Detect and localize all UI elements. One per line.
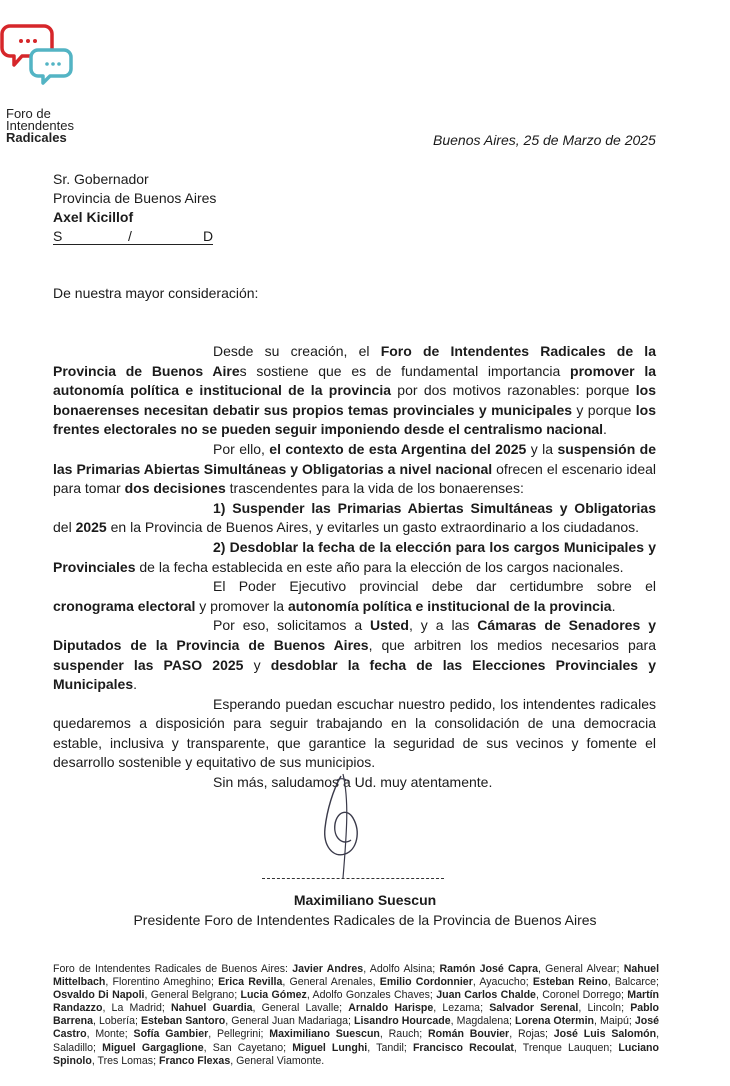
footer-run: Nahuel Guardia xyxy=(171,1002,253,1015)
paragraph-6-run: suspender las PASO 2025 xyxy=(53,656,244,673)
footer-run: Osvaldo Di Napoli xyxy=(53,989,145,1002)
footer-run: Franco Flexas xyxy=(158,1054,231,1067)
paragraph-4 xyxy=(53,538,656,577)
footer-run: Francisco Recoulat xyxy=(412,1041,514,1054)
recipient-name: Axel Kicillof xyxy=(53,209,134,225)
footer-run: Miguel Gargaglione xyxy=(102,1041,204,1054)
paragraph-6-run: , que arbitren los medios necesarios para xyxy=(368,636,656,653)
footer-run: , General Arenales, xyxy=(282,976,380,989)
paragraph-2-run: Por ello, xyxy=(213,440,270,457)
footer-run: , General Juan Madariaga; xyxy=(225,1015,354,1028)
footer-run: , Rauch; xyxy=(379,1028,429,1041)
paragraph-4-run: 2) Desdoblar la fecha de la elección para los cargos Municipales y Provinciales xyxy=(53,538,656,575)
footer-run: Sofía Gambier xyxy=(133,1028,209,1041)
footer-run: Miguel Lunghi xyxy=(292,1041,368,1054)
footer-run: Esteban Reino xyxy=(532,976,608,989)
paragraph-2-run: ofrecen el escenario ideal para tomar xyxy=(53,460,657,497)
sd-s: S xyxy=(53,228,63,244)
paragraph-5-run: cronograma electoral xyxy=(53,597,196,614)
paragraph-3-run: 2025 xyxy=(75,519,107,536)
footer-run: , Monte; xyxy=(86,1028,134,1041)
signature-line xyxy=(262,878,444,879)
paragraph-1-run: . xyxy=(603,421,607,438)
paragraph-4-run: de la fecha establecida en este año para la elección de los cargos nacionales. xyxy=(135,558,624,575)
footer-run: Arnaldo Harispe xyxy=(348,1002,434,1015)
footer-run: , Coronel Dorrego; xyxy=(535,989,628,1002)
paragraph-1-run: s sostiene que es de fundamental importancia xyxy=(239,362,571,379)
paragraph-6-run: , y a las xyxy=(408,617,478,634)
footer-run: , Balcarce; xyxy=(607,976,659,989)
paragraph-6-run: y xyxy=(243,656,271,673)
footer-run: Martín Randazzo xyxy=(53,989,660,1015)
paragraph-7-run: Esperando puedan escuchar nuestro pedido, los intendentes radicales quedaremos a disposición para seguir trabajando en la consolidación de una democracia estable, inclusiva y transparente, que garantice la seguridad de sus vecinos y fomente el desarrollo sostenible y equitativo de sus municipios. xyxy=(53,695,656,771)
footer-run: , General Viamonte. xyxy=(230,1054,325,1067)
paragraph-3-run: del xyxy=(53,519,76,536)
footer-run: , Ayacucho; xyxy=(472,976,533,989)
signature-scribble xyxy=(303,770,383,880)
footer-run: Ramón José Capra xyxy=(439,963,538,975)
footer-run: Foro de Intendentes Radicales de Buenos Aires: xyxy=(53,963,293,975)
footer-run: Nahuel Mittelbach xyxy=(53,963,660,989)
footer-run: Javier Andres xyxy=(292,963,364,975)
paragraph-1-run: y porque xyxy=(572,401,636,418)
paragraph-1-run: los bonaerenses necesitan debatir sus propios temas provinciales y municipales xyxy=(53,382,656,418)
paragraph-6-run: desdoblar la fecha de las Elecciones Provinciales y Municipales xyxy=(53,656,656,693)
paragraph-5-run: autonomía política e institucional de la provincia xyxy=(287,597,612,614)
recipient-province: Provincia de Buenos Aires xyxy=(53,190,217,206)
paragraph-5-run: . xyxy=(611,597,616,614)
closing: Sin más, saludamos a Ud. muy atentamente. xyxy=(213,774,493,791)
logo-line-1: Foro de xyxy=(6,106,51,121)
letter-date: Buenos Aires, 25 de Marzo de 2025 xyxy=(433,132,656,148)
footer-run: Lisandro Hourcade xyxy=(354,1015,451,1028)
footer-run: Pablo Barrena xyxy=(53,1002,660,1028)
footer-run: , Magdalena; xyxy=(450,1015,516,1028)
paragraph-2-run: suspensión de las Primarias Abiertas Simultáneas y Obligatorias a nivel nacional xyxy=(53,440,656,477)
paragraph-1-run: Foro de Intendentes Radicales de la Provincia de Buenos Aire xyxy=(53,343,656,379)
footer-members-list xyxy=(53,963,659,1068)
footer-run: , Pellegrini; xyxy=(208,1028,270,1041)
logo-line-3: Radicales xyxy=(6,130,67,145)
paragraph-1-run: promover la autonomía política e institucional de la provincia xyxy=(53,362,657,399)
footer-run: José Castro xyxy=(53,1015,659,1041)
footer-run: Emilio Cordonnier xyxy=(379,976,473,989)
footer-run: , Trenque Lauquen; xyxy=(513,1041,619,1054)
footer-run: , Lincoln; xyxy=(578,1002,631,1015)
signer-name: Maximiliano Suescun xyxy=(293,892,437,908)
footer-run: , Rojas; xyxy=(509,1028,554,1041)
footer-run: Juan Carlos Chalde xyxy=(436,989,536,1002)
letter-body xyxy=(53,342,656,793)
footer-run: , La Madrid; xyxy=(102,1002,172,1015)
signer-role: Presidente Foro de Intendentes Radicales de la Provincia de Buenos Aires xyxy=(133,912,597,928)
paragraph-2 xyxy=(53,440,656,499)
greeting: De nuestra mayor consideración: xyxy=(53,285,259,301)
footer-run: , Adolfo Gonzales Chaves; xyxy=(306,989,437,1002)
paragraph-5-run: El Poder Ejecutivo provincial debe dar certidumbre sobre el xyxy=(213,578,656,595)
footer-run: , Lobería; xyxy=(93,1015,141,1028)
footer-run: , Tres Lomas; xyxy=(91,1054,159,1067)
footer-run: Erica Revilla xyxy=(218,976,283,989)
footer-run: , Lezama; xyxy=(433,1002,490,1015)
footer-run: , General Alvear; xyxy=(538,963,624,975)
footer-run: , Maipú; xyxy=(594,1015,635,1028)
paragraph-1 xyxy=(53,342,656,440)
footer-run: Salvador Serenal xyxy=(489,1002,579,1015)
sd-slash: / xyxy=(128,228,132,244)
paragraph-7 xyxy=(53,695,656,773)
paragraph-6-run: Usted xyxy=(370,617,409,634)
footer-run: Maximiliano Suescun xyxy=(269,1028,380,1041)
paragraph-5 xyxy=(53,577,656,616)
chat-bubbles-icon xyxy=(0,14,80,94)
paragraph-3-run: en la Provincia de Buenos Aires, y evitarles un gasto extraordinario a los ciudadanos. xyxy=(106,519,640,536)
footer-run: Luciano Spinolo xyxy=(53,1041,659,1067)
footer-run: José Luis Salomón xyxy=(553,1028,657,1041)
paragraph-2-run: y la xyxy=(526,440,558,457)
recipient-title: Sr. Gobernador xyxy=(53,171,149,187)
footer-run: Román Bouvier xyxy=(428,1028,510,1041)
paragraph-1-run: por dos motivos razonables: porque xyxy=(391,382,636,399)
footer-run: Esteban Santoro xyxy=(140,1015,226,1028)
paragraph-6-run: Por eso, solicitamos a xyxy=(213,617,371,634)
paragraph-6-run: . xyxy=(133,676,138,693)
paragraph-6 xyxy=(53,616,656,694)
paragraph-3 xyxy=(53,499,656,538)
footer-run: , Florentino Ameghino; xyxy=(105,976,219,989)
footer-run: , Saladillo; xyxy=(53,1028,660,1054)
sd-line xyxy=(53,227,213,245)
paragraph-1-run: los frentes electorales no se pueden seguir imponiendo desde el centralismo nacional xyxy=(53,401,656,438)
foro-logo xyxy=(0,14,110,145)
footer-run: Lorena Otermin xyxy=(515,1015,595,1028)
footer-run: , General Lavalle; xyxy=(252,1002,349,1015)
recipient-block xyxy=(53,170,216,250)
paragraph-1-run: Desde su creación, el xyxy=(213,343,381,359)
paragraph-3-run: 1) Suspender las Primarias Abiertas Simultáneas y Obligatorias xyxy=(213,499,656,516)
paragraph-2-run: dos decisiones xyxy=(124,480,226,497)
paragraph-5-run: y promover la xyxy=(195,597,288,614)
footer-run: , San Cayetano; xyxy=(203,1041,293,1054)
paragraph-6-run: Cámaras de Senadores y Diputados de la Provincia de Buenos Aires xyxy=(53,617,656,653)
sd-d: D xyxy=(203,228,214,244)
footer-run: , General Belgrano; xyxy=(144,989,241,1002)
footer-run: , Tandil; xyxy=(367,1041,413,1054)
footer-run: , Adolfo Alsina; xyxy=(363,963,440,975)
footer-run: Lucia Gómez xyxy=(240,989,307,1002)
logo-line-2: Intendentes xyxy=(6,118,74,133)
paragraph-2-run: el contexto de esta Argentina del 2025 xyxy=(269,440,527,457)
paragraph-2-run: trascendentes para la vida de los bonaerenses: xyxy=(225,480,524,497)
